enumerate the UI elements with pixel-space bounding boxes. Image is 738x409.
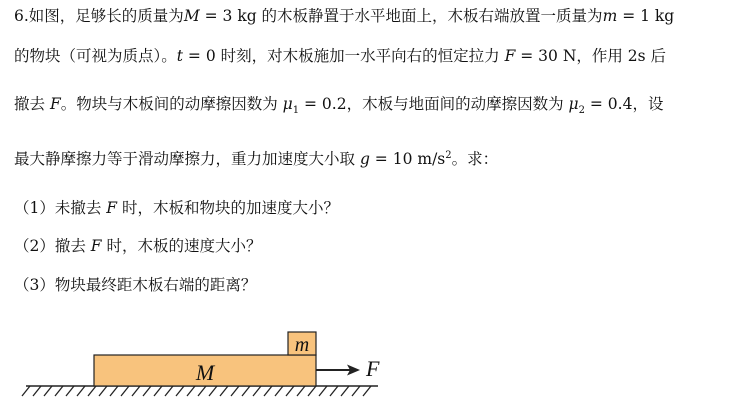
hatch-mark — [286, 386, 294, 396]
text-seg: 。物块与木板间的动摩擦因数为 — [60, 95, 283, 113]
hatch-mark — [275, 386, 283, 396]
hatch-mark — [198, 386, 206, 396]
text-seg: 时，木板的速度大小？ — [101, 237, 262, 255]
hatch-mark — [319, 386, 327, 396]
hatch-mark — [132, 386, 140, 396]
question-1 — [14, 198, 339, 218]
superscript: 2 — [445, 150, 452, 161]
question-2 — [14, 236, 262, 256]
problem-line-4 — [14, 146, 498, 169]
problem-line-3 — [14, 94, 663, 121]
hatch-mark — [363, 386, 371, 396]
hatch-mark — [88, 386, 96, 396]
subscript: 1 — [292, 105, 300, 117]
text-seg: 如图，足够长的质量为 — [28, 7, 184, 25]
hatch-mark — [308, 386, 316, 396]
text-seg: （2）撤去 — [14, 237, 91, 255]
text-seg: （1）未撤去 — [14, 199, 107, 217]
hatch-mark — [77, 386, 85, 396]
hatch-mark — [143, 386, 151, 396]
ground-hatching — [22, 386, 371, 396]
hatch-mark — [44, 386, 52, 396]
var-F: F — [90, 237, 102, 255]
text-seg: = 1 kg — [617, 7, 675, 25]
hatch-mark — [154, 386, 162, 396]
problem-line-2 — [14, 46, 666, 66]
var-mu: μ — [282, 95, 293, 113]
problem-number: 6. — [14, 7, 29, 25]
subscript: 2 — [578, 105, 585, 117]
hatch-mark — [121, 386, 129, 396]
text-seg: = 3 kg 的木板静置于水平地面上，木板右端放置一质量为 — [199, 7, 603, 25]
var-M: M — [183, 7, 200, 25]
text-seg: = 30 N，作用 2s 后 — [515, 47, 667, 65]
hatch-mark — [66, 386, 74, 396]
hatch-mark — [330, 386, 338, 396]
text-seg: 最大静摩擦力等于滑动摩擦力，重力加速度大小取 — [14, 150, 360, 169]
hatch-mark — [341, 386, 349, 396]
hatch-mark — [176, 386, 184, 396]
hatch-mark — [209, 386, 217, 396]
text-seg: 时，木板和物块的加速度大小？ — [117, 199, 339, 217]
hatch-mark — [99, 386, 107, 396]
hatch-mark — [22, 386, 30, 396]
hatch-mark — [231, 386, 239, 396]
text-seg: = 0.4，设 — [584, 95, 664, 113]
var-F: F — [49, 95, 61, 113]
text-seg: （3）物块最终距木板右端的距离？ — [14, 276, 257, 294]
problem-line-1 — [14, 6, 674, 26]
block-label: m — [294, 334, 310, 356]
text-seg: 撤去 — [14, 95, 50, 113]
force-label: F — [366, 356, 380, 381]
var-F: F — [504, 47, 516, 65]
text-seg: = 10 m/s — [369, 150, 446, 169]
hatch-mark — [165, 386, 173, 396]
hatch-mark — [352, 386, 360, 396]
var-mu: μ — [568, 95, 579, 113]
text-seg: 的物块（可视为质点）。 — [14, 47, 177, 65]
var-g: g — [359, 150, 370, 169]
var-t: t — [176, 47, 183, 65]
var-F: F — [106, 199, 118, 217]
hatch-mark — [253, 386, 261, 396]
question-3 — [14, 275, 256, 295]
hatch-mark — [33, 386, 41, 396]
board-block-diagram — [0, 318, 420, 406]
hatch-mark — [297, 386, 305, 396]
hatch-mark — [220, 386, 228, 396]
board-label: M — [195, 360, 215, 385]
var-m: m — [602, 7, 618, 25]
text-seg: 。求： — [451, 150, 499, 169]
hatch-mark — [110, 386, 118, 396]
hatch-mark — [264, 386, 272, 396]
hatch-mark — [242, 386, 250, 396]
text-seg: = 0.2，木板与地面间的动摩擦因数为 — [299, 95, 569, 113]
hatch-mark — [187, 386, 195, 396]
hatch-mark — [55, 386, 63, 396]
text-seg: = 0 时刻，对木板施加一水平向右的恒定拉力 — [183, 47, 505, 65]
